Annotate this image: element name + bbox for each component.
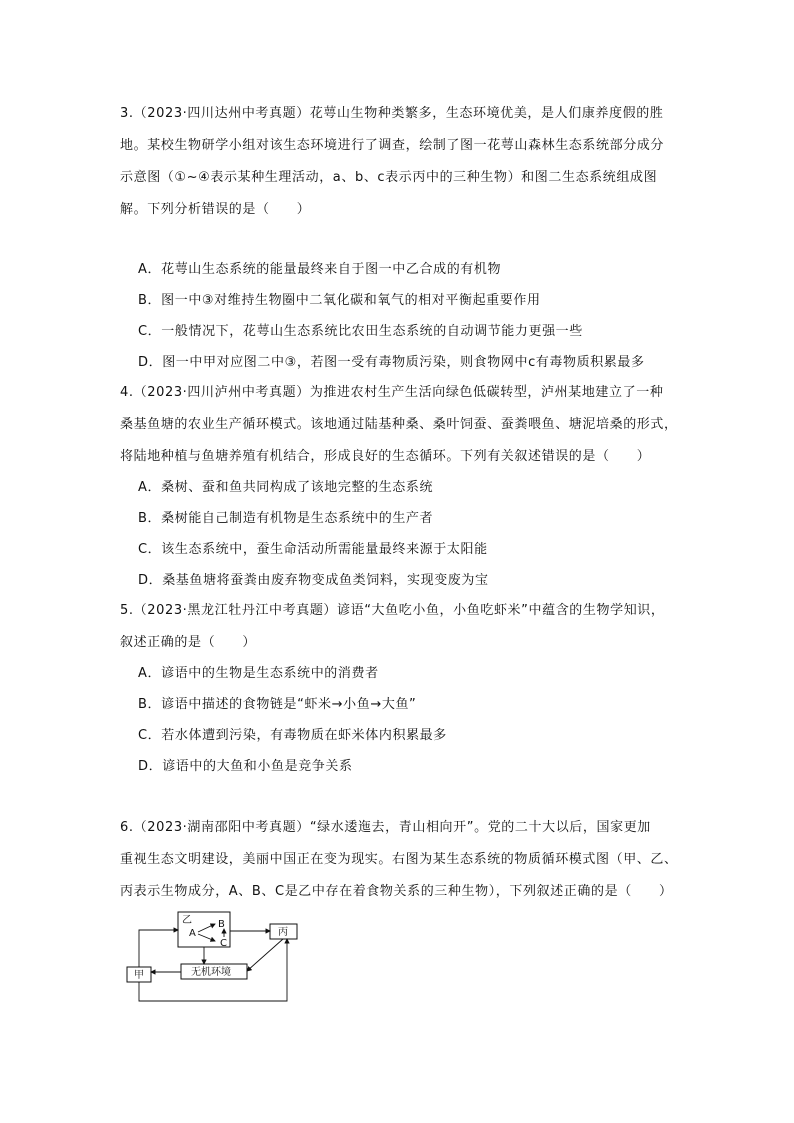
q3-option-d: D．图一中甲对应图二中③，若图一受有毒物质污染，则食物网中c有毒物质积累最多 [138, 355, 645, 370]
q4-stem-line-2: 桑基鱼塘的农业生产循环模式。该地通过陆基种桑、桑叶饲蚕、蚕粪喂鱼、塘泥培桑的形式， [120, 417, 678, 432]
arrow-jia-to-yi [139, 930, 178, 967]
q3-stem-line-1: 3.（2023·四川达州中考真题）花萼山生物种类繁多，生态环境优美，是人们康养度假的胜 [120, 106, 664, 121]
jia-label: 甲 [134, 970, 144, 981]
q4-option-b: B．桑树能自己制造有机物是生态系统中的生产者 [138, 511, 434, 526]
q6-stem-line-3: 丙表示生物成分，A、B、C是乙中存在着食物关系的三种生物），下列叙述正确的是（ ） [120, 884, 673, 899]
arrow-a-to-b [198, 924, 215, 932]
organism-a-label: A [189, 928, 196, 939]
q5-stem-line-1: 5.（2023·黑龙江牡丹江中考真题）谚语“大鱼吃小鱼，小鱼吃虾米”中蕴含的生物学知识， [120, 603, 665, 618]
material-cycle-diagram [125, 905, 305, 1005]
q3-option-a: A．花萼山生态系统的能量最终来自于图一中乙合成的有机物 [138, 262, 502, 277]
q4-option-d: D．桑基鱼塘将蚕粪由废弃物变成鱼类饲料，实现变废为宝 [138, 573, 489, 588]
q4-option-a: A．桑树、蚕和鱼共同构成了该地完整的生态系统 [138, 480, 434, 495]
q5-option-c: C．若水体遭到污染，有毒物质在虾米体内积累最多 [138, 728, 447, 743]
arrow-bing-to-env [247, 939, 283, 971]
organism-c-label: C [220, 938, 227, 949]
arrow-a-to-c [198, 934, 215, 941]
q4-option-c: C．该生态系统中，蚕生命活动所需能量最终来源于太阳能 [138, 542, 488, 557]
q5-option-a: A．谚语中的生物是生态系统中的消费者 [138, 666, 379, 681]
q3-stem-line-2: 地。某校生物研学小组对该生态环境进行了调查，绘制了图一花萼山森林生态系统部分成分 [120, 138, 665, 153]
q3-stem-line-3: 示意图（①~④表示某种生理活动，a、b、c表示丙中的三种生物）和图二生态系统组成图 [120, 170, 658, 185]
yi-label: 乙 [182, 915, 192, 926]
q6-stem-line-1: 6.（2023·湖南邵阳中考真题）“绿水逶迤去，青山相向开”。党的二十大以后，国家更加 [120, 820, 651, 835]
q3-stem-line-4: 解。下列分析错误的是（ ） [120, 202, 311, 217]
inorganic-env-label: 无机环境 [191, 967, 231, 978]
q6-stem-line-2: 重视生态文明建设，美丽中国正在变为现实。右图为某生态系统的物质循环模式图（甲、乙、 [120, 852, 678, 867]
q5-option-b: B．谚语中描述的食物链是“虾米→小鱼→大鱼” [138, 697, 417, 712]
q4-stem-line-3: 将陆地种植与鱼塘养殖有机结合，形成良好的生态循环。下列有关叙述错误的是（ ） [120, 449, 651, 464]
q4-stem-line-1: 4.（2023·四川泸州中考真题）为推进农村生产生活向绿色低碳转型，泸州某地建立了一种 [120, 385, 664, 400]
bing-label: 丙 [278, 927, 288, 938]
q5-stem-line-2: 叙述正确的是（ ） [120, 635, 257, 650]
q3-option-b: B．图一中③对维持生物圈中二氧化碳和氧气的相对平衡起重要作用 [138, 293, 541, 308]
organism-b-label: B [218, 919, 225, 930]
q5-option-d: D．谚语中的大鱼和小鱼是竞争关系 [138, 759, 353, 774]
q3-option-c: C．一般情况下，花萼山生态系统比农田生态系统的自动调节能力更强一些 [138, 324, 583, 339]
